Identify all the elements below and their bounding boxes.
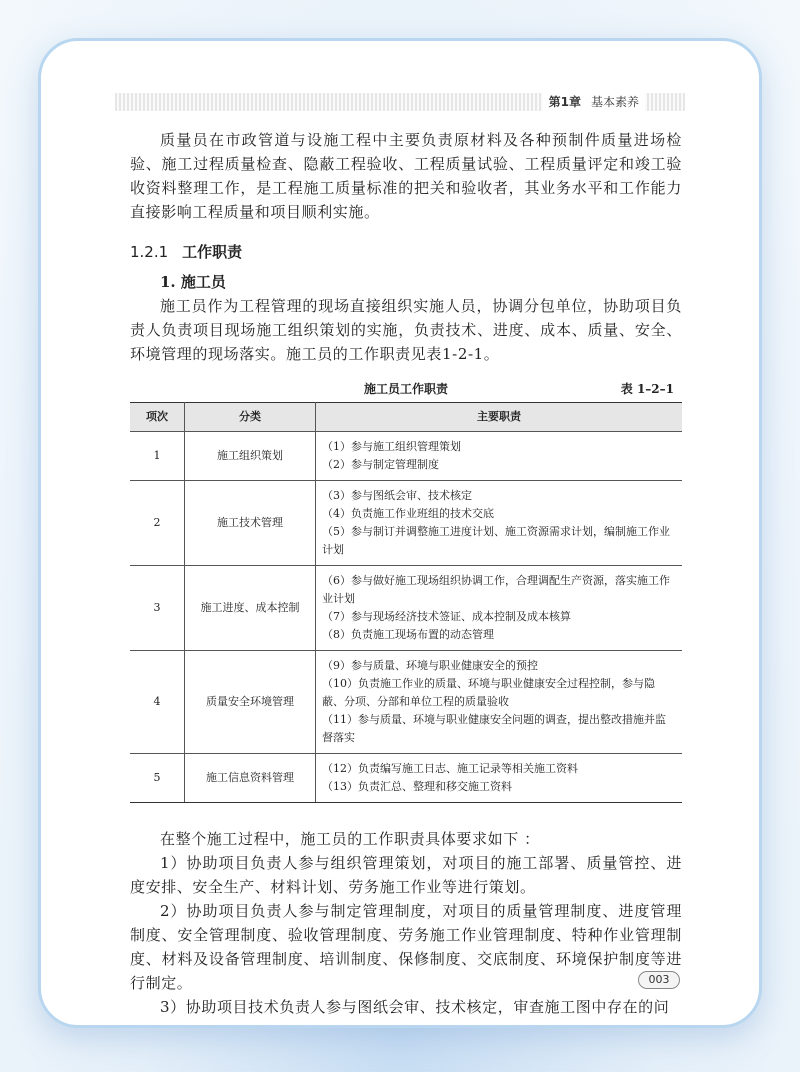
table-caption — [130, 380, 682, 400]
duty-item: （1）参与施工组织管理策划 — [322, 440, 461, 453]
duty-item: （10）负责施工作业的质量、环境与职业健康安全过程控制，参与隐蔽、分项、分部和单位工程的质量验收 — [322, 677, 655, 708]
section-title: 工作职责 — [182, 243, 243, 261]
subsection-heading: 1. 施工员 — [160, 273, 226, 291]
table-row — [130, 566, 682, 651]
row-category: 施工进度、成本控制 — [185, 566, 316, 651]
chapter-label — [543, 93, 645, 111]
row-category: 施工组织策划 — [185, 432, 316, 481]
row-no: 1 — [130, 432, 185, 481]
chapter-title: 基本素养 — [590, 95, 639, 109]
subsection-paragraph: 施工员作为工程管理的现场直接组织实施人员，协调分包单位，协助项目负责人负责项目现场施工组织策划的实施，负责技术、进度、成本、质量、安全、环境管理的现场落实。施工员的工作职责见表1-2-1。 — [130, 297, 682, 363]
chapter-number: 第1章 — [548, 95, 581, 109]
header-duties: 主要职责 — [316, 403, 683, 432]
running-header — [115, 93, 685, 111]
table-header-row — [130, 403, 682, 432]
after-paragraph: 2）协助项目负责人参与制定管理制度，对项目的质量管理制度、进度管理制度、安全管理制度、验收管理制度、劳务施工作业管理制度、特种作业管理制度、材料及设备管理制度、培训制度、保修制度、交底制度、环境保护制度等进行制定。 — [130, 902, 682, 992]
table-number: 表 1–2–1 — [620, 382, 674, 396]
duty-item: （6）参与做好施工现场组织协调工作，合理调配生产资源，落实施工作业计划 — [322, 574, 670, 605]
table-row — [130, 754, 682, 803]
after-paragraph: 1）协助项目负责人参与组织管理策划，对项目的施工部署、质量管控、进度安排、安全生产、材料计划、劳务施工作业等进行策划。 — [130, 854, 682, 896]
row-duties — [316, 481, 683, 566]
section-heading — [130, 240, 682, 264]
row-no: 2 — [130, 481, 185, 566]
duty-item: （5）参与制订并调整施工进度计划、施工资源需求计划，编制施工作业计划 — [322, 525, 670, 556]
row-duties — [316, 651, 683, 754]
page-content — [130, 128, 682, 1019]
row-duties — [316, 754, 683, 803]
intro-paragraph: 质量员在市政管道与设施工程中主要负责原材料及各种预制件质量进场检验、施工过程质量检查、隐蔽工程验收、工程质量试验、工程质量评定和竣工验收资料整理工作，是工程施工质量标准的把关和验收者，其业务水平和工作能力直接影响工程质量和项目顺利实施。 — [130, 131, 682, 221]
header-category: 分类 — [185, 403, 316, 432]
duty-item: （11）参与质量、环境与职业健康安全问题的调查，提出整改措施并监督落实 — [322, 713, 666, 744]
duty-item: （4）负责施工作业班组的技术交底 — [322, 507, 494, 520]
section-number: 1.2.1 — [130, 243, 169, 261]
page-number: 003 — [638, 971, 680, 989]
after-paragraph: 在整个施工过程中，施工员的工作职责具体要求如下 ： — [160, 830, 540, 848]
duty-item: （7）参与现场经济技术签证、成本控制及成本核算 — [322, 610, 571, 623]
table-row — [130, 432, 682, 481]
duty-item: （13）负责汇总、整理和移交施工资料 — [322, 780, 512, 793]
row-no: 4 — [130, 651, 185, 754]
row-no: 5 — [130, 754, 185, 803]
duty-table — [130, 402, 682, 803]
duty-item: （12）负责编写施工日志、施工记录等相关施工资料 — [322, 762, 578, 775]
row-category: 施工技术管理 — [185, 481, 316, 566]
after-table-text — [130, 827, 682, 1019]
duty-item: （2）参与制定管理制度 — [322, 458, 439, 471]
duty-item: （8）负责施工现场布置的动态管理 — [322, 628, 494, 641]
duty-item: （9）参与质量、环境与职业健康安全的预控 — [322, 659, 538, 672]
table-row — [130, 651, 682, 754]
header-no: 项次 — [130, 403, 185, 432]
after-paragraph: 3）协助项目技术负责人参与图纸会审、技术核定，审查施工图中存在的问 — [160, 998, 670, 1016]
row-no: 3 — [130, 566, 185, 651]
row-category: 施工信息资料管理 — [185, 754, 316, 803]
row-category: 质量安全环境管理 — [185, 651, 316, 754]
row-duties — [316, 566, 683, 651]
duty-item: （3）参与图纸会审、技术核定 — [322, 489, 472, 502]
table-row — [130, 481, 682, 566]
table-title: 施工员工作职责 — [363, 382, 448, 396]
row-duties — [316, 432, 683, 481]
